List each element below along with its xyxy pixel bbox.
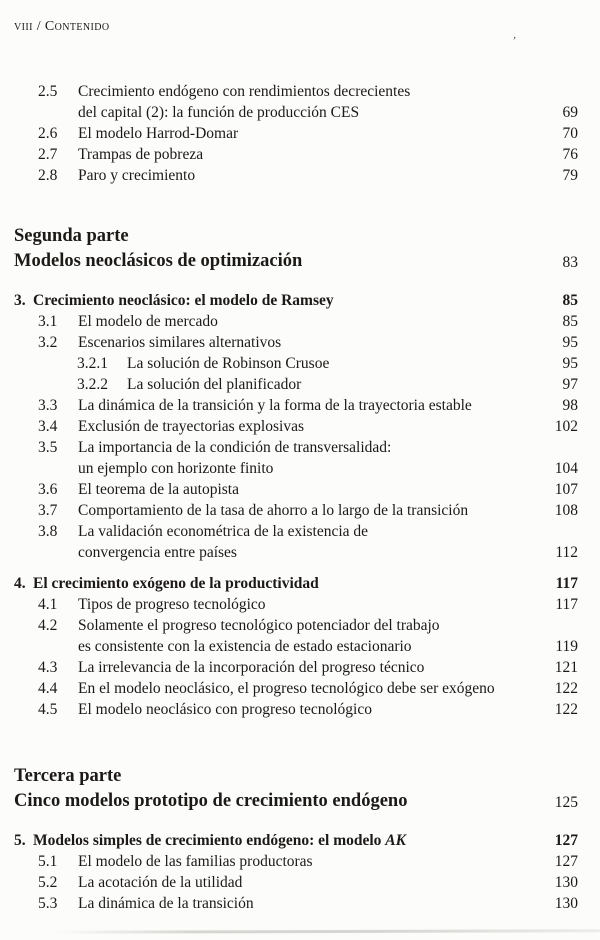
chapter-title [33, 290, 563, 311]
chapter-page: 85 [562, 292, 578, 309]
toc-entry-title [127, 353, 563, 374]
toc-entry-page: 70 [562, 125, 578, 142]
toc-entry [14, 657, 578, 678]
toc-entry-number: 3.8 [38, 523, 58, 540]
toc-entry-title-line: Trampas de pobreza [78, 146, 204, 163]
toc-entry-title-line: La importancia de la condición de transversalidad: [78, 439, 392, 456]
toc-entry-title [78, 332, 563, 353]
toc-entry-number: 2.8 [38, 167, 58, 184]
chapter-heading [14, 573, 578, 594]
toc-entry-number: 3.2.1 [77, 355, 108, 372]
toc-entry [14, 416, 578, 437]
toc-entry-title [78, 416, 555, 437]
toc-entry-title [127, 374, 563, 395]
toc-entry [14, 851, 578, 872]
toc-entry-title-line: Escenarios similares alternativos [78, 334, 282, 351]
toc-entry-title [78, 144, 563, 165]
toc-entry [14, 500, 578, 521]
toc-entry-page: 104 [554, 460, 578, 477]
toc-entry-title-line: Solamente el progreso tecnológico potenciador del trabajo [78, 617, 440, 634]
part-page: 125 [554, 794, 578, 811]
toc-entry-page: 69 [562, 104, 578, 121]
toc-entry-number: 5.1 [38, 853, 58, 870]
toc-entry-title [78, 81, 563, 123]
chapter-number: 3. [14, 292, 26, 309]
toc-entry-title-line: es consistente con la existencia de estado estacionario [78, 638, 412, 655]
toc-entry-title-line: El modelo Harrod-Domar [78, 125, 239, 142]
part-heading-line: Cinco modelos prototipo de crecimiento endógeno [14, 791, 408, 811]
toc-entry-title-line: La solución del planificador [127, 376, 302, 393]
toc-entry-title-line: Tipos de progreso tecnológico [78, 596, 266, 613]
toc-entry-page: 79 [562, 167, 578, 184]
toc-entry-page: 98 [562, 397, 578, 414]
toc-entry-number: 5.2 [38, 874, 58, 891]
toc-entry-number: 4.1 [38, 596, 58, 613]
toc-entry-page: 119 [555, 638, 578, 655]
toc-entry-title-line: del capital (2): la función de producción CES [78, 104, 360, 121]
toc-entry-title-line: La dinámica de la transición [78, 895, 254, 912]
toc-entry-number: 3.1 [38, 313, 58, 330]
toc-entry [14, 123, 578, 144]
chapter-heading [14, 290, 578, 311]
toc-entry-title [78, 500, 555, 521]
toc-entry-title-line: La acotación de la utilidad [78, 874, 243, 891]
chapter-page: 117 [555, 575, 578, 592]
toc-entries-block [14, 81, 578, 186]
toc-entry-page: 130 [554, 895, 578, 912]
toc-entry [14, 872, 578, 893]
toc-entry-title [78, 657, 555, 678]
toc-entry-page: 85 [562, 313, 578, 330]
toc-entry-title [78, 311, 563, 332]
toc-entry-title [78, 851, 555, 872]
chapter-title-italic: AK [385, 832, 406, 849]
running-header: viii / Contenido [14, 19, 110, 34]
toc-entry-number: 2.6 [38, 125, 58, 142]
toc-entry-title-line: El modelo de las familias productoras [78, 853, 313, 870]
toc-entry-title-line: un ejemplo con horizonte finito [78, 460, 274, 477]
toc-entry-number: 3.2 [38, 334, 58, 351]
toc-entry-title-line: La solución de Robinson Crusoe [127, 355, 330, 372]
scan-artifact-mark: ’ [510, 34, 517, 48]
part-heading-line: Tercera parte [14, 766, 122, 786]
chapter-title-text: Modelos simples de crecimiento endógeno: el modelo [33, 832, 386, 849]
toc-entry [14, 353, 578, 374]
chapter-title-text: El crecimiento exógeno de la productividad [33, 575, 319, 592]
toc-chapter-block [14, 573, 578, 720]
part-heading [14, 764, 578, 814]
toc-entry [14, 594, 578, 615]
chapter-title-text: Crecimiento neoclásico: el modelo de Ramsey [33, 292, 334, 309]
toc-entry-page: 102 [554, 418, 578, 435]
toc-entry-page: 76 [562, 146, 578, 163]
chapter-title [33, 830, 555, 851]
toc-entry-page: 130 [554, 874, 578, 891]
toc-entry-page: 95 [562, 334, 578, 351]
toc-entry-page: 95 [562, 355, 578, 372]
toc-entry-number: 5.3 [38, 895, 58, 912]
toc-entry-page: 122 [554, 701, 578, 718]
toc-entry [14, 165, 578, 186]
toc-entry-title [78, 521, 555, 563]
toc-entry [14, 374, 578, 395]
toc-entry-number: 3.4 [38, 418, 58, 435]
part-heading [14, 224, 578, 274]
toc-entry-page: 97 [562, 376, 578, 393]
toc-entry-page: 127 [554, 853, 578, 870]
toc-entry-title-line: La irrelevancia de la incorporación del progreso técnico [78, 659, 425, 676]
part-heading-line: Modelos neoclásicos de optimización [14, 251, 303, 271]
toc-entry-number: 2.7 [38, 146, 58, 163]
toc-entry-title [78, 437, 555, 479]
toc-entry-title [78, 123, 563, 144]
toc-entry-title [78, 893, 555, 914]
toc-entry-page: 122 [554, 680, 578, 697]
toc-entry-title [78, 699, 555, 720]
chapter-heading [14, 830, 578, 851]
part-heading-lines [14, 764, 555, 814]
toc-entry-number: 3.7 [38, 502, 58, 519]
toc-entry-title [78, 395, 563, 416]
toc-entry-page: 117 [555, 596, 578, 613]
toc-entry-title-line: El teorema de la autopista [78, 481, 239, 498]
toc-entry-page: 107 [554, 481, 578, 498]
toc-entry-title-line: La dinámica de la transición y la forma de la trayectoria estable [78, 397, 472, 414]
chapter-number: 4. [14, 575, 26, 592]
toc-entry [14, 311, 578, 332]
toc-entry-number: 3.6 [38, 481, 58, 498]
part-page: 83 [562, 254, 578, 271]
toc-entry-number: 3.2.2 [77, 376, 108, 393]
toc-entry [14, 699, 578, 720]
toc-entry [14, 395, 578, 416]
toc-entry-title [78, 479, 555, 500]
toc-entry-page: 121 [554, 659, 578, 676]
toc-entry-title-line: convergencia entre países [78, 544, 237, 561]
toc-entry-number: 2.5 [38, 83, 58, 100]
toc-entry-title-line: El modelo de mercado [78, 313, 218, 330]
part-heading-line: Segunda parte [14, 226, 129, 246]
toc-entry-number: 4.4 [38, 680, 58, 697]
toc-entry-number: 4.3 [38, 659, 58, 676]
toc-entry-title-line: Exclusión de trayectorias explosivas [78, 418, 304, 435]
chapter-page: 127 [554, 832, 578, 849]
toc-entry [14, 332, 578, 353]
toc-entry-title [78, 678, 555, 699]
toc-blocks [14, 81, 578, 914]
toc-entry [14, 479, 578, 500]
toc-entry [14, 437, 578, 479]
toc-entry-number: 4.5 [38, 701, 58, 718]
toc-entry-title [78, 615, 555, 657]
toc-chapter-block [14, 290, 578, 563]
part-heading-lines [14, 224, 563, 274]
toc-entry-number: 3.5 [38, 439, 58, 456]
toc-entry-title [78, 165, 563, 186]
toc-entry [14, 144, 578, 165]
toc-entry-page: 112 [555, 544, 578, 561]
toc-entry [14, 678, 578, 699]
toc-entry-title-line: Crecimiento endógeno con rendimientos decrecientes [78, 83, 411, 100]
toc-entry [14, 893, 578, 914]
toc-entry-title-line: Paro y crecimiento [78, 167, 196, 184]
toc-entry-title-line: La validación econométrica de la existencia de [78, 523, 369, 540]
toc-entry [14, 615, 578, 657]
toc-entry [14, 81, 578, 123]
scan-edge-shadow [55, 929, 600, 933]
toc-entry-number: 4.2 [38, 617, 58, 634]
toc-entry [14, 521, 578, 563]
toc-chapter-block [14, 830, 578, 914]
toc-entry-page: 108 [554, 502, 578, 519]
toc-entry-title [78, 872, 555, 893]
toc-entry-title [78, 594, 555, 615]
chapter-title [33, 573, 556, 594]
chapter-number: 5. [14, 832, 26, 849]
toc-entry-title-line: En el modelo neoclásico, el progreso tecnológico debe ser exógeno [78, 680, 495, 697]
toc-entry-number: 3.3 [38, 397, 58, 414]
toc-entry-title-line: Comportamiento de la tasa de ahorro a lo largo de la transición [78, 502, 469, 519]
toc-entry-title-line: El modelo neoclásico con progreso tecnológico [78, 701, 372, 718]
